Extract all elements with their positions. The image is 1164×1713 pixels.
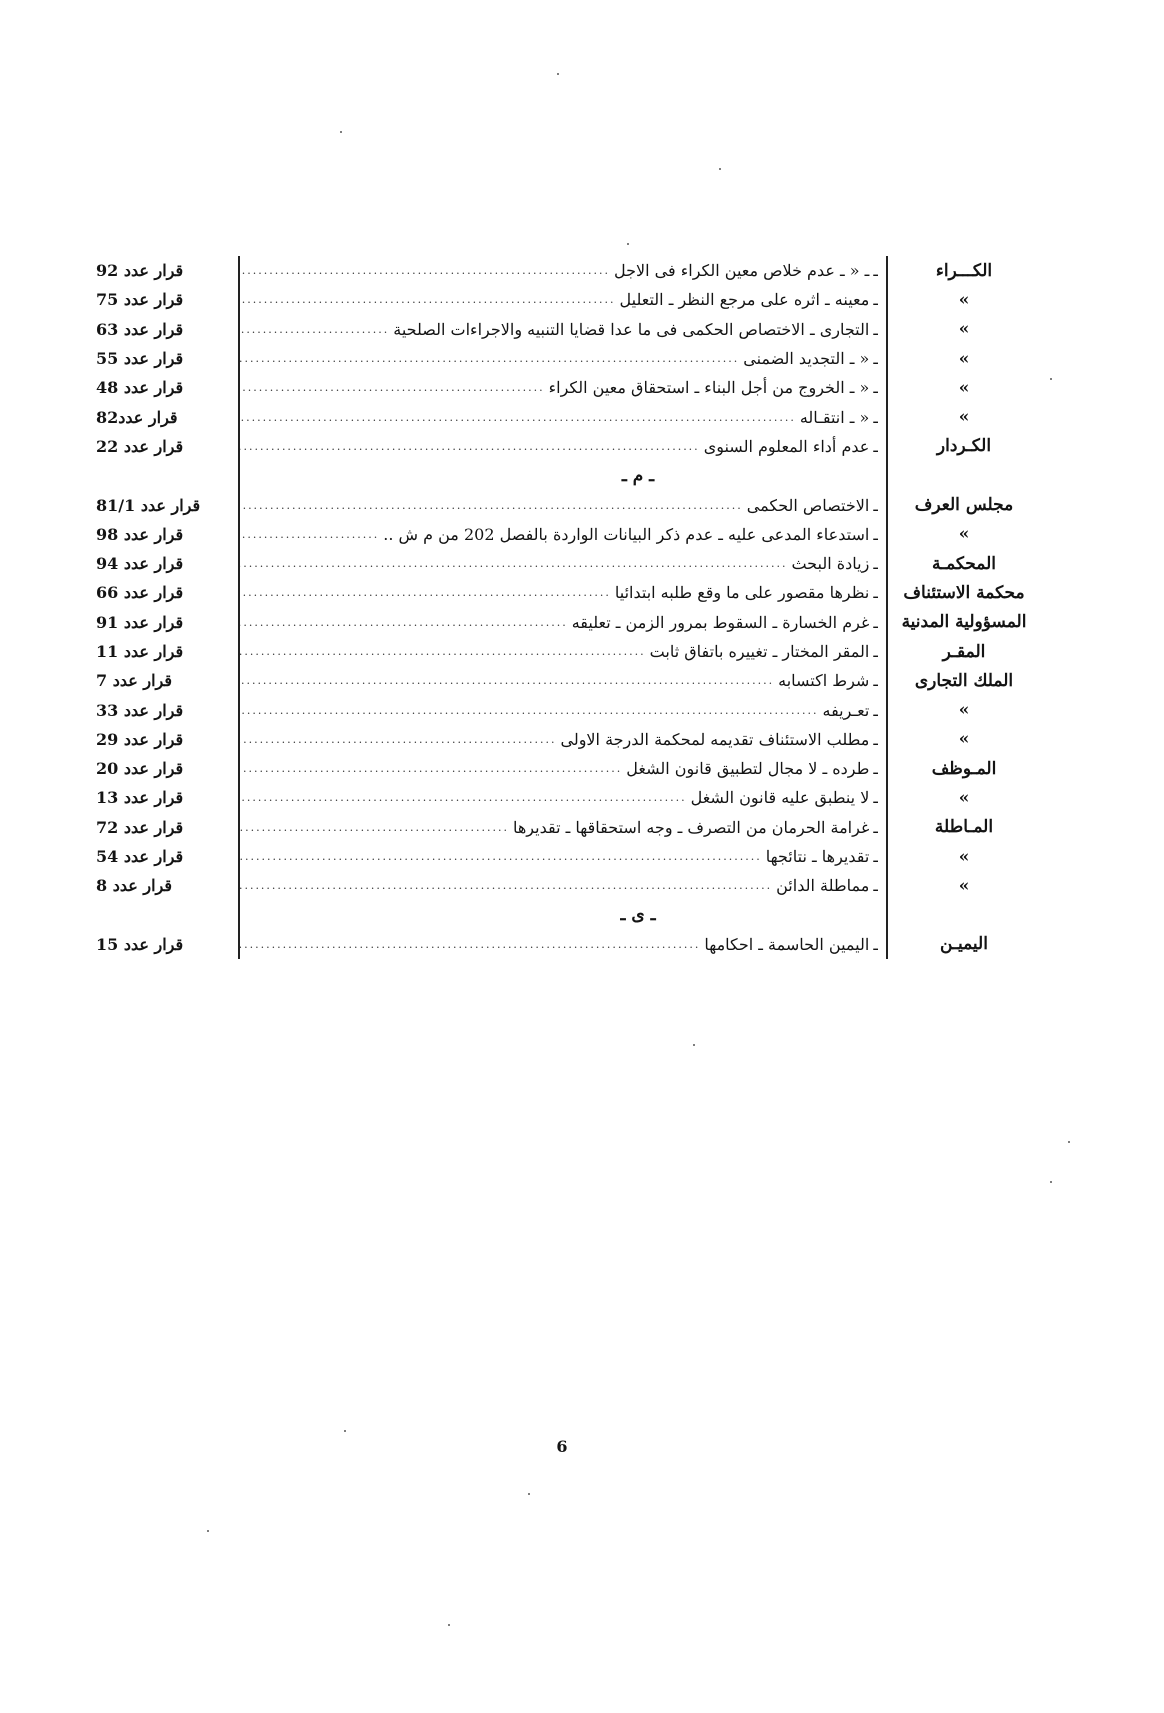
decision-reference: قرار عدد 94 <box>96 554 184 574</box>
dot-leader <box>240 440 700 453</box>
dot-leader <box>240 704 819 717</box>
index-term: » <box>958 407 970 428</box>
index-term: المـوظف <box>931 758 997 779</box>
column-rule-right <box>886 813 888 842</box>
index-term: » <box>958 700 970 721</box>
decision-reference: قرار عدد 63 <box>96 319 184 339</box>
index-entry <box>240 695 878 724</box>
dot-leader <box>240 586 611 599</box>
index-row <box>96 754 1040 783</box>
dot-leader <box>240 352 739 365</box>
column-rule-right <box>886 373 888 402</box>
index-term: الكـردار <box>936 436 992 457</box>
entry-text: التجارى ـ الاختصاص الحكمى فى ما عدا قضايا التنبيه والاجراءات الصلحية <box>393 319 870 339</box>
column-rule-right <box>886 783 888 812</box>
entry-dash: ـ <box>873 378 878 398</box>
dot-leader <box>240 323 389 336</box>
index-entry <box>240 402 878 431</box>
entry-text: اليمين الحاسمة ـ احكامها <box>704 934 870 954</box>
column-rule-right <box>886 637 888 666</box>
dot-leader <box>240 791 687 804</box>
index-row <box>96 637 1040 666</box>
dot-leader <box>240 674 774 687</box>
column-rule-right <box>886 490 888 519</box>
entry-text: المقر المختار ـ تغييره باتفاق ثابت <box>649 642 870 661</box>
index-entry <box>240 520 878 549</box>
column-rule-right <box>886 842 888 871</box>
column-rule-left <box>238 315 240 344</box>
column-rule-right <box>886 285 888 314</box>
decision-reference: قرار عدد 29 <box>96 729 184 749</box>
index-term: المـاطلة <box>934 817 994 838</box>
dot-leader <box>240 557 787 570</box>
entry-dash: ـ <box>873 671 878 691</box>
index-entry <box>240 608 878 637</box>
entry-dash: ـ <box>873 642 878 661</box>
index-term: » <box>958 348 970 369</box>
index-table <box>96 256 1040 959</box>
dot-leader <box>240 616 568 629</box>
decision-reference: قرار عدد 48 <box>96 378 184 398</box>
entry-text: نظرها مقصور على ما وقع طلبه ابتدائيا <box>614 583 870 603</box>
column-rule-left <box>238 842 240 871</box>
index-term: » <box>958 729 970 750</box>
column-rule-left <box>238 783 240 812</box>
index-row <box>96 695 1040 724</box>
entry-dash: ـ <box>873 436 878 456</box>
entry-dash: ـ <box>873 524 878 544</box>
decision-reference: قرار عدد 98 <box>96 524 184 544</box>
index-row <box>96 373 1040 402</box>
entry-text: « ـ انتقـاله <box>799 407 870 427</box>
index-row <box>96 285 1040 314</box>
entry-text: مطلب الاستئناف تقديمه لمحكمة الدرجة الاولى <box>560 729 870 749</box>
index-row <box>96 402 1040 431</box>
scan-speck <box>207 1530 209 1532</box>
index-entry <box>240 256 878 285</box>
column-rule-left <box>238 344 240 373</box>
column-rule-right <box>886 608 888 637</box>
column-rule-right <box>886 578 888 607</box>
entry-dash: ـ <box>873 788 878 808</box>
index-row <box>96 256 1040 285</box>
column-rule-left <box>238 461 240 490</box>
index-term: اليميـن <box>940 934 988 955</box>
entry-text: الاختصاص الحكمى <box>746 495 870 515</box>
dot-leader <box>240 762 622 775</box>
index-term: المسؤولية المدنية <box>901 612 1027 633</box>
index-entry <box>240 344 878 373</box>
column-rule-right <box>886 256 888 285</box>
decision-reference: قرار عدد 72 <box>96 817 184 837</box>
entry-text: استدعاء المدعى عليه ـ عدم ذكر البيانات الواردة بالفصل 202 من م ش .. <box>383 524 870 544</box>
index-row <box>96 842 1040 871</box>
column-rule-right <box>886 666 888 695</box>
entry-dash: ـ <box>873 319 878 339</box>
column-rule-left <box>238 549 240 578</box>
column-rule-right <box>886 344 888 373</box>
column-rule-left <box>238 285 240 314</box>
scan-speck <box>340 131 342 133</box>
decision-reference: قرار عدد 54 <box>96 847 184 867</box>
index-row <box>96 490 1040 519</box>
index-entry <box>240 285 878 314</box>
index-row <box>96 578 1040 607</box>
entry-text: طرده ـ لا مجال لتطبيق قانون الشغل <box>626 759 870 779</box>
index-row <box>96 315 1040 344</box>
column-rule-left <box>238 373 240 402</box>
dot-leader <box>240 264 610 277</box>
dot-leader <box>240 733 556 746</box>
entry-text: تعـريفه <box>822 700 870 720</box>
entry-dash: ـ <box>873 261 878 281</box>
dot-leader <box>240 381 545 394</box>
dot-leader <box>240 499 743 512</box>
column-rule-left <box>238 695 240 724</box>
index-term: » <box>958 289 970 310</box>
decision-reference: قرار عدد 91 <box>96 612 184 632</box>
entry-dash: ـ <box>873 495 878 515</box>
column-rule-left <box>238 871 240 900</box>
column-rule-right <box>886 520 888 549</box>
decision-reference: قرار عدد 33 <box>96 700 184 720</box>
column-rule-left <box>238 754 240 783</box>
decision-reference: قرار عدد 75 <box>96 290 184 310</box>
column-rule-left <box>238 432 240 461</box>
decision-reference: قرار عدد 81/1 <box>96 495 201 515</box>
entry-text: مماطلة الدائن <box>776 876 870 896</box>
scan-speck <box>344 1430 346 1432</box>
column-rule-left <box>238 901 240 930</box>
dot-leader <box>240 938 700 951</box>
column-rule-left <box>238 637 240 666</box>
index-row <box>96 783 1040 812</box>
entry-text: غرم الخسارة ـ السقوط بمرور الزمن ـ تعليقه <box>571 612 870 632</box>
dot-leader <box>240 879 772 892</box>
entry-dash: ـ <box>873 407 878 427</box>
index-row <box>96 432 1040 461</box>
scan-speck <box>719 168 721 170</box>
index-entry <box>240 432 878 461</box>
scan-speck <box>557 73 559 75</box>
decision-reference: قرار عدد 66 <box>96 583 184 603</box>
column-rule-right <box>886 549 888 578</box>
scan-speck <box>1050 378 1052 380</box>
index-entry <box>240 813 878 842</box>
entry-dash: ـ <box>873 700 878 720</box>
dot-leader <box>240 528 379 541</box>
column-rule-left <box>238 578 240 607</box>
decision-reference: قرار عدد 7 <box>96 671 172 691</box>
column-rule-right <box>886 432 888 461</box>
index-entry <box>240 578 878 607</box>
column-rule-right <box>886 402 888 431</box>
index-row <box>96 813 1040 842</box>
entry-dash: ـ <box>873 934 878 954</box>
entry-dash: ـ <box>873 583 878 603</box>
decision-reference: قرار عدد 55 <box>96 349 184 369</box>
entry-dash: ـ <box>873 847 878 867</box>
column-rule-left <box>238 930 240 959</box>
entry-dash: ـ <box>873 554 878 574</box>
scan-speck <box>528 1493 530 1495</box>
column-rule-left <box>238 666 240 695</box>
column-rule-left <box>238 256 240 285</box>
scan-speck <box>1068 1141 1070 1143</box>
index-row <box>96 608 1040 637</box>
index-term: » <box>958 875 970 896</box>
entry-dash: ـ <box>873 759 878 779</box>
entry-text: زيادة البحث <box>791 554 870 574</box>
column-rule-right <box>886 461 888 490</box>
decision-reference: قرار عدد82 <box>96 407 178 427</box>
entry-text: تقديرها ـ نتائجها <box>765 847 870 867</box>
column-rule-right <box>886 725 888 754</box>
dot-leader <box>240 645 646 658</box>
index-row <box>96 930 1040 959</box>
index-entry <box>240 666 878 695</box>
decision-reference: قرار عدد 15 <box>96 934 184 954</box>
index-row <box>96 666 1040 695</box>
scan-speck <box>693 1044 695 1046</box>
index-row <box>96 725 1040 754</box>
entry-dash: ـ <box>873 290 878 310</box>
index-row <box>96 549 1040 578</box>
entry-dash: ـ <box>873 612 878 632</box>
column-rule-left <box>238 608 240 637</box>
entry-text: « ـ التجديد الضمنى <box>743 349 870 369</box>
index-row <box>96 344 1040 373</box>
index-entry <box>240 490 878 519</box>
index-term: الكـــراء <box>935 260 993 281</box>
dot-leader <box>240 411 796 424</box>
index-entry <box>240 842 878 871</box>
column-rule-left <box>238 813 240 842</box>
index-term: محكمة الاستئناف <box>903 582 1025 603</box>
entry-text: شرط اكتسابه <box>778 671 870 691</box>
column-rule-left <box>238 520 240 549</box>
column-rule-right <box>886 695 888 724</box>
index-entry <box>240 783 878 812</box>
decision-reference: قرار عدد 20 <box>96 759 184 779</box>
index-entry <box>240 871 878 900</box>
index-term: » <box>958 524 970 545</box>
index-term: المحكمـة <box>932 553 997 574</box>
index-entry <box>240 315 878 344</box>
decision-reference: قرار عدد 92 <box>96 261 184 281</box>
entry-text: لا ينطبق عليه قانون الشغل <box>690 788 870 808</box>
index-row <box>96 520 1040 549</box>
index-term: » <box>958 787 970 808</box>
column-rule-left <box>238 402 240 431</box>
index-entry <box>240 637 878 666</box>
index-term: المقـر <box>942 641 986 662</box>
index-entry <box>240 373 878 402</box>
index-entry <box>240 930 878 959</box>
column-rule-left <box>238 725 240 754</box>
decision-reference: قرار عدد 11 <box>96 642 184 661</box>
dot-leader <box>240 821 509 834</box>
index-entry <box>240 754 878 783</box>
index-term: » <box>958 319 970 340</box>
column-rule-right <box>886 754 888 783</box>
scan-speck <box>1050 1181 1052 1183</box>
entry-dash: ـ <box>873 349 878 369</box>
entry-text: معينه ـ اثره على مرجع النظر ـ التعليل <box>619 290 870 310</box>
index-entry <box>240 725 878 754</box>
entry-dash: ـ <box>873 729 878 749</box>
index-term: الملك التجارى <box>914 670 1014 691</box>
section-letter: ـ ى ـ <box>96 901 1040 930</box>
column-rule-left <box>238 490 240 519</box>
decision-reference: قرار عدد 8 <box>96 876 172 896</box>
dot-leader <box>240 850 762 863</box>
column-rule-right <box>886 901 888 930</box>
entry-dash: ـ <box>873 817 878 837</box>
column-rule-right <box>886 930 888 959</box>
entry-text: غرامة الحرمان من التصرف ـ وجه استحقاقها ـ تقديرها <box>512 817 870 837</box>
dot-leader <box>240 293 616 306</box>
entry-text: عدم أداء المعلوم السنوى <box>703 436 870 456</box>
index-term: » <box>958 377 970 398</box>
decision-reference: قرار عدد 22 <box>96 436 184 456</box>
section-letter: ـ م ـ <box>96 461 1040 490</box>
entry-text: ـ « ـ عدم خلاص معين الكراء فى الاجل <box>614 261 870 281</box>
column-rule-right <box>886 315 888 344</box>
decision-reference: قرار عدد 13 <box>96 788 184 808</box>
index-term: مجلس العرف <box>914 495 1014 516</box>
column-rule-right <box>886 871 888 900</box>
page-number: 6 <box>556 1437 568 1456</box>
scan-speck <box>448 1624 450 1626</box>
scan-speck <box>627 243 629 245</box>
index-term: » <box>958 846 970 867</box>
index-entry <box>240 549 878 578</box>
entry-dash: ـ <box>873 876 878 896</box>
index-row <box>96 871 1040 900</box>
entry-text: « ـ الخروج من أجل البناء ـ استحقاق معين الكراء <box>548 378 870 398</box>
